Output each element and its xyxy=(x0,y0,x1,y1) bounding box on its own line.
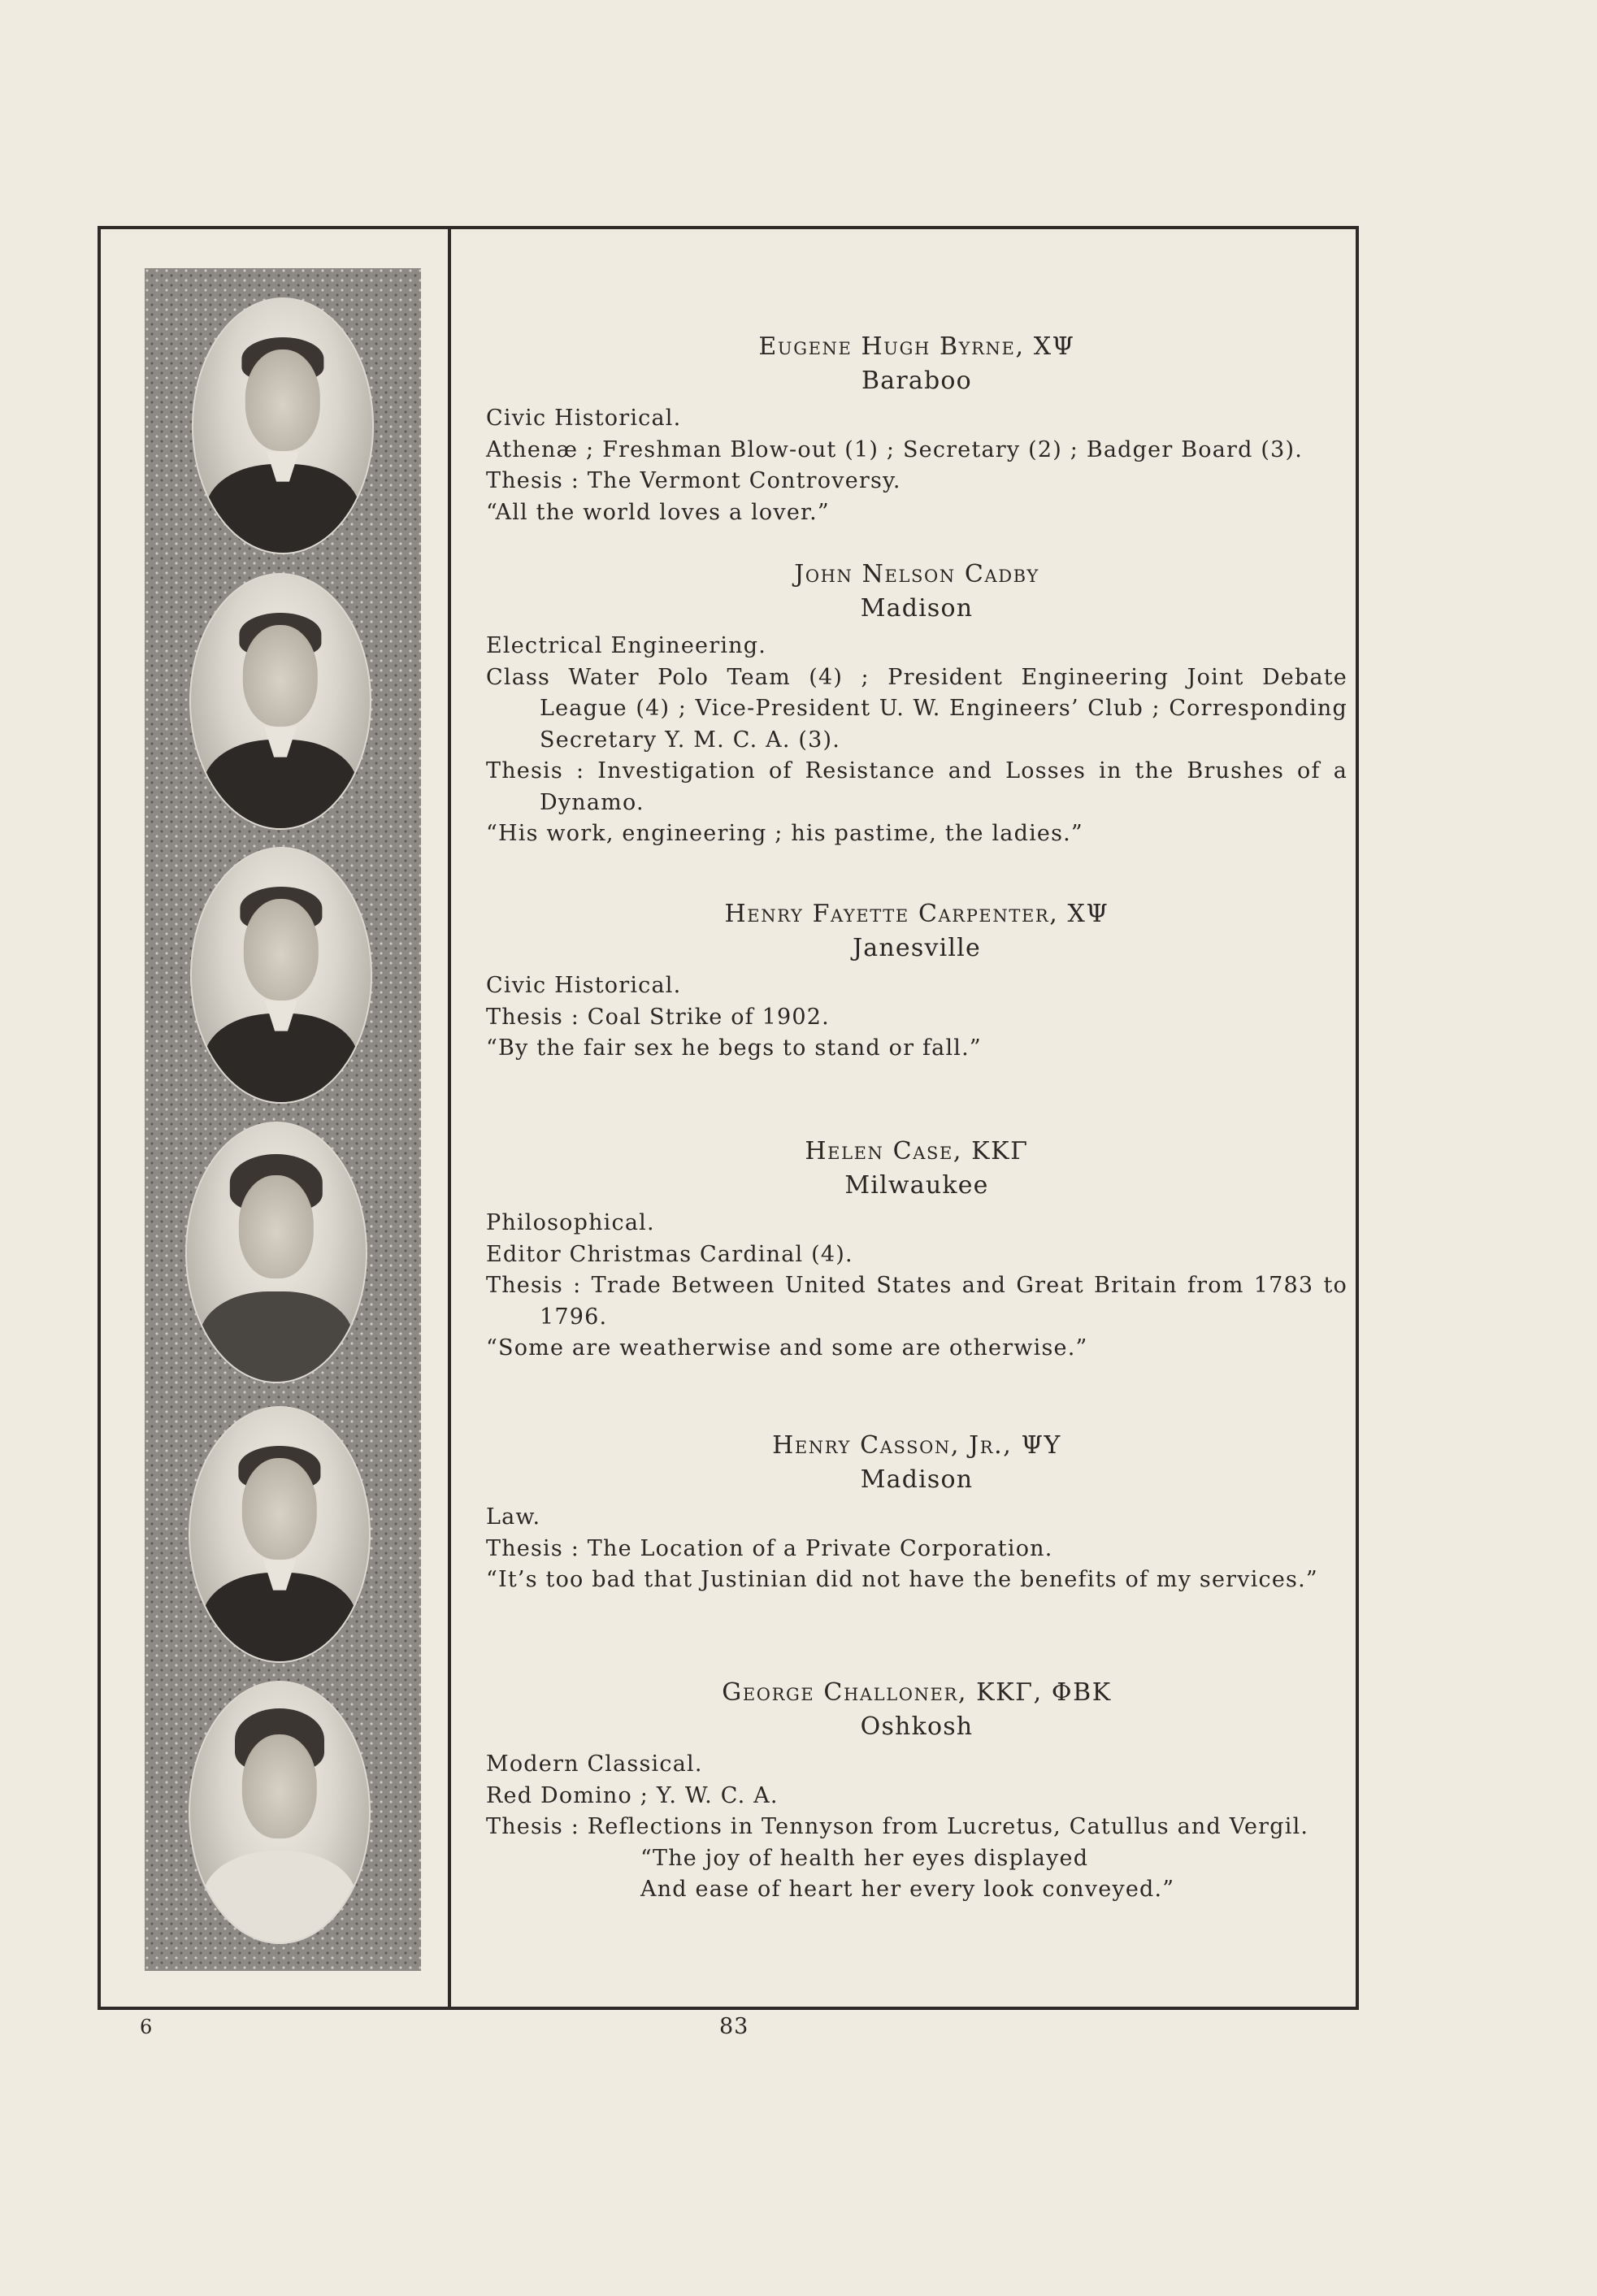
portrait-challoner xyxy=(189,1681,371,1944)
student-town: Oshkosh xyxy=(860,1712,974,1741)
course: Civic Historical. xyxy=(486,406,682,431)
thesis: Thesis : The Vermont Controversy. xyxy=(486,468,901,493)
quote-line-2: And ease of heart her every look conveyed.” xyxy=(640,1877,1175,1902)
student-town: Madison xyxy=(860,1465,974,1494)
entry-cadby xyxy=(486,558,1347,850)
entry-carpenter xyxy=(486,897,1347,1065)
student-name: John Nelson Cadby xyxy=(794,560,1039,588)
portrait-byrne xyxy=(192,297,374,554)
quote: “It’s too bad that Justinian did not have the benefits of my services.” xyxy=(486,1567,1318,1592)
activities: Editor Christmas Cardinal (4). xyxy=(486,1241,853,1267)
thesis: Thesis : Trade Between United States and Great Britain from 1783 to 1796. xyxy=(486,1273,1347,1330)
student-town: Baraboo xyxy=(861,367,972,395)
signature-mark: 6 xyxy=(140,2016,153,2038)
activities: Red Domino ; Y. W. C. A. xyxy=(486,1782,779,1808)
thesis: Thesis : Investigation of Resistance and Losses in the Brushes of a Dynamo. xyxy=(486,758,1347,815)
portrait-strip xyxy=(145,268,421,1971)
student-town: Madison xyxy=(860,594,974,623)
student-name: Henry Fayette Carpenter, XΨ xyxy=(724,900,1109,928)
thesis: Thesis : The Location of a Private Corporation. xyxy=(486,1535,1053,1561)
portrait-carpenter xyxy=(190,847,372,1104)
portrait-cadby xyxy=(189,573,371,830)
portrait-case xyxy=(185,1122,367,1383)
page-number: 83 xyxy=(719,2014,749,2039)
quote: “Some are weatherwise and some are otherwise.” xyxy=(486,1335,1088,1361)
course: Electrical Engineering. xyxy=(486,633,767,658)
student-name: George Challoner, KKΓ, ΦBK xyxy=(722,1678,1112,1707)
entry-challoner xyxy=(486,1676,1347,1906)
quote-line-1: “The joy of health her eyes displayed xyxy=(640,1845,1089,1871)
course: Philosophical. xyxy=(486,1210,655,1235)
course: Law. xyxy=(486,1504,541,1530)
student-name: Henry Casson, Jr., ΨΥ xyxy=(772,1431,1061,1460)
student-name: Helen Case, KKΓ xyxy=(805,1137,1029,1165)
quote: “All the world loves a lover.” xyxy=(486,499,830,525)
course: Modern Classical. xyxy=(486,1751,703,1777)
entry-casson xyxy=(486,1429,1347,1596)
entry-case xyxy=(486,1135,1347,1365)
course: Civic Historical. xyxy=(486,973,682,998)
student-town: Janesville xyxy=(853,934,981,962)
quote: “By the fair sex he begs to stand or fall.” xyxy=(486,1035,982,1061)
thesis: Thesis : Coal Strike of 1902. xyxy=(486,1004,830,1030)
thesis: Thesis : Reflections in Tennyson from Lucretus, Catullus and Vergil. xyxy=(486,1814,1309,1839)
column-divider xyxy=(448,229,451,2007)
portrait-casson xyxy=(189,1406,371,1663)
activities: Athenæ ; Freshman Blow-out (1) ; Secretary (2) ; Badger Board (3). xyxy=(486,436,1304,462)
entry-byrne xyxy=(486,330,1347,528)
student-name: Eugene Hugh Byrne, XΨ xyxy=(758,332,1075,361)
activities: Class Water Polo Team (4) ; President Engineering Joint Debate League (4) ; Vice-President U. W. Engineers’ Club ; Corresponding Secretary Y. M. C. A. (3). xyxy=(486,664,1347,753)
quote: “His work, engineering ; his pastime, the ladies.” xyxy=(486,821,1083,846)
student-town: Milwaukee xyxy=(844,1171,989,1200)
